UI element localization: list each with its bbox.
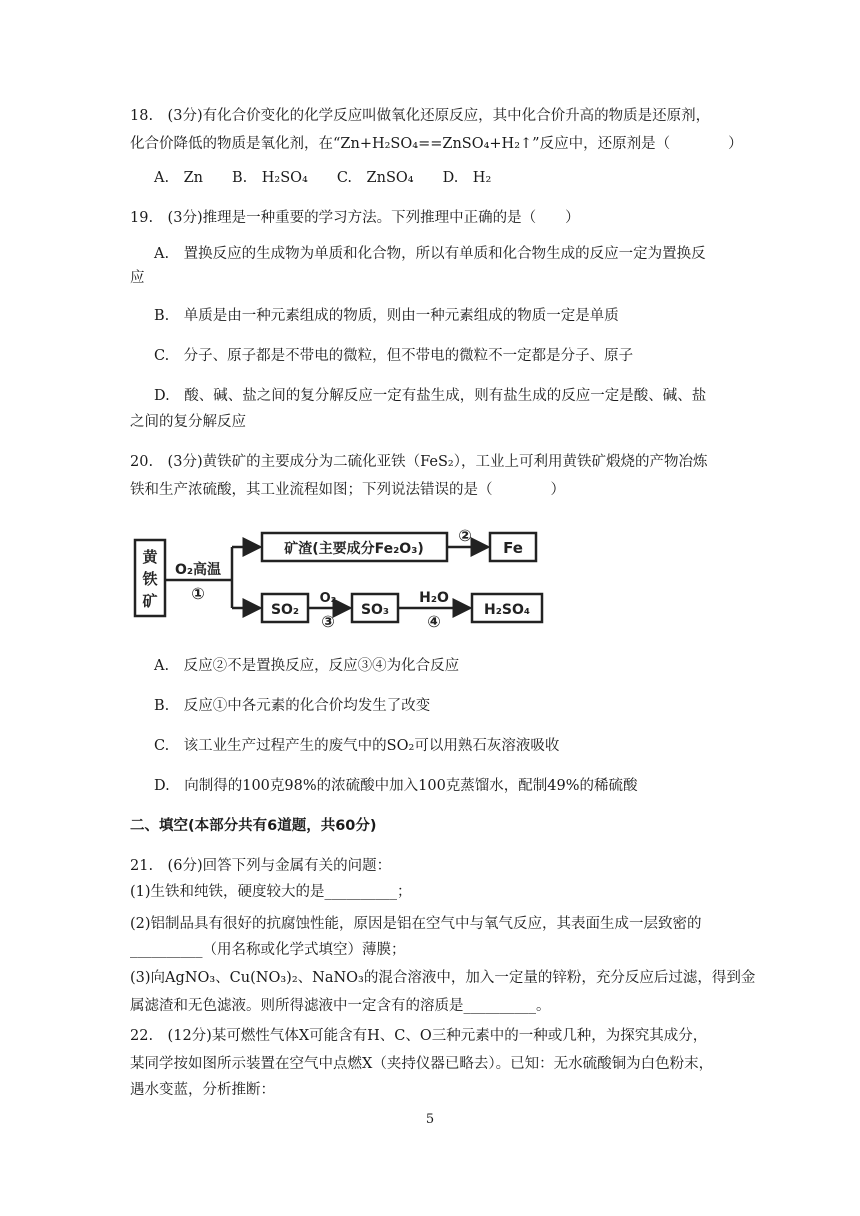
q22-line2: 某同学按如图所示装置在空气中点燃X（夹持仪器已略去）。已知：无水硫酸铜为白色粉末， — [130, 1056, 714, 1072]
q19-option-a-line1: A. 置换反应的生成物为单质和化合物，所以有单质和化合物生成的反应一定为置换反 — [154, 246, 706, 262]
ore-char-3: 矿 — [142, 592, 158, 610]
ore-char-2: 铁 — [142, 570, 158, 588]
step4-number: ④ — [427, 612, 441, 631]
q18-line2: 化合价降低的物质是氧化剂，在“Zn+H₂SO₄==ZnSO₄+H₂↑”反应中，还原剂是（ ） — [130, 136, 743, 152]
step1-number: ① — [191, 584, 205, 603]
h2so4-label: H₂SO₄ — [484, 602, 530, 618]
q20-option-d: D. 向制得的100克98%的浓硫酸中加入100克蒸馏水，配制49%的稀硫酸 — [154, 778, 638, 794]
q21-part2-line1: (2)铝制品具有很好的抗腐蚀性能，原因是铝在空气中与氧气反应，其表面生成一层致密的 — [130, 916, 702, 932]
process-flow-diagram — [132, 524, 556, 632]
step3-reagent: O₂ — [319, 591, 337, 606]
slag-label: 矿渣(主要成分Fe₂O₃) — [284, 541, 424, 557]
step3-number: ③ — [321, 612, 335, 631]
q19-stem: 19. (3分)推理是一种重要的学习方法。下列推理中正确的是（ ） — [130, 210, 580, 226]
q18-line1: 18. (3分)有化合价变化的化学反应叫做氧化还原反应，其中化合价升高的物质是还原剂， — [130, 108, 711, 124]
ore-char-1: 黄 — [142, 548, 158, 566]
q19-option-a-line2: 应 — [130, 270, 145, 286]
q19-option-c: C. 分子、原子都是不带电的微粒，但不带电的微粒不一定都是分子、原子 — [154, 348, 634, 364]
step1-reagent: O₂高温 — [174, 562, 222, 578]
q20-option-a: A. 反应②不是置换反应，反应③④为化合反应 — [154, 658, 460, 674]
q20-line1: 20. (3分)黄铁矿的主要成分为二硫化亚铁（FeS₂），工业上可利用黄铁矿煅烧的产物冶炼 — [130, 454, 708, 470]
q21-stem: 21. (6分)回答下列与金属有关的问题： — [130, 858, 392, 874]
q20-line2: 铁和生产浓硫酸，其工业流程如图；下列说法错误的是（ ） — [130, 482, 565, 498]
q20-option-b: B. 反应①中各元素的化合价均发生了改变 — [154, 698, 431, 714]
q21-part3-line1: (3)向AgNO₃、Cu(NO₃)₂、NaNO₃的混合溶液中，加入一定量的锌粉，充分反应后过滤，得到金 — [130, 970, 756, 986]
q19-option-d-line2: 之间的复分解反应 — [130, 414, 246, 430]
step2-number: ② — [458, 526, 472, 545]
page-number: 5 — [425, 1112, 435, 1127]
q19-option-b: B. 单质是由一种元素组成的物质，则由一种元素组成的物质一定是单质 — [154, 308, 619, 324]
q21-part2-line2: __________（用名称或化学式填空）薄膜； — [130, 942, 406, 958]
section-2-heading: 二、填空(本部分共有6道题，共60分) — [130, 818, 377, 834]
q20-option-c: C. 该工业生产过程产生的废气中的SO₂可以用熟石灰溶液吸收 — [154, 738, 560, 754]
fe-label: Fe — [503, 539, 523, 557]
so2-label: SO₂ — [270, 602, 300, 618]
q22-line1: 22. (12分)某可燃性气体X可能含有H、C、O三种元素中的一种或几种，为探究其成分， — [130, 1028, 708, 1044]
q22-line3: 遇水变蓝，分析推断： — [130, 1082, 275, 1098]
q21-part3-line2: 属滤渣和无色滤液。则所得滤液中一定含有的溶质是__________。 — [130, 998, 551, 1014]
q18-options: A. Zn B. H₂SO₄ C. ZnSO₄ D. H₂ — [154, 170, 492, 186]
q19-option-d-line1: D. 酸、碱、盐之间的复分解反应一定有盐生成，则有盐生成的反应一定是酸、碱、盐 — [154, 388, 707, 404]
so3-label: SO₃ — [360, 602, 390, 618]
step4-reagent: H₂O — [419, 590, 449, 606]
q21-part1: (1)生铁和纯铁，硬度较大的是__________； — [130, 884, 412, 900]
